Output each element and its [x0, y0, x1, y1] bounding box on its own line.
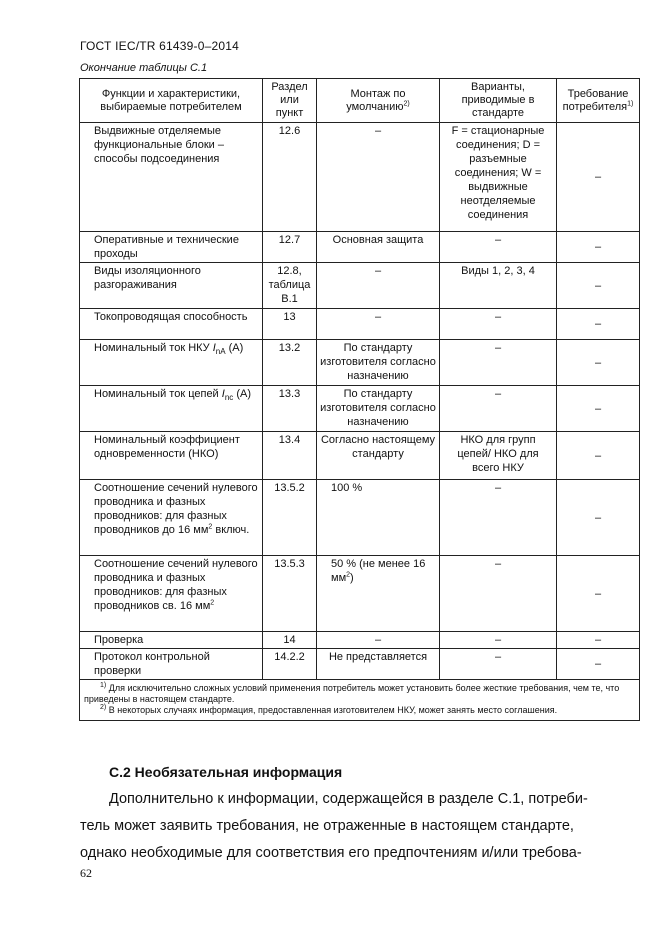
cell-variants: –	[440, 556, 557, 632]
cell-function: Проверка	[80, 632, 263, 649]
table-row	[80, 480, 640, 556]
cell-function: Номинальный ток НКУ $I_{nA}$ (А)	[80, 340, 263, 386]
body-paragraph	[80, 786, 628, 867]
cell-requirement: –	[557, 649, 640, 680]
cell-function: Номинальный ток цепей $I_{nc}$ (А)	[80, 386, 263, 432]
table-row	[80, 232, 640, 263]
column-header-variants: Варианты, приводимые в стандарте	[440, 79, 557, 123]
cell-requirement: –	[557, 263, 640, 309]
cell-function: Номинальный коэффициент одновременности (НКО)	[80, 432, 263, 480]
section-heading: С.2 Необязательная информация	[109, 764, 343, 780]
cell-variants: –	[440, 232, 557, 263]
table-notes	[80, 680, 640, 721]
table-row	[80, 556, 640, 632]
table-row	[80, 340, 640, 386]
cell-clause: 13	[263, 309, 317, 340]
cell-default: По стандарту изготовителя согласно назначению	[317, 340, 440, 386]
page-number: 62	[80, 866, 92, 880]
table-row	[80, 649, 640, 680]
table-notes-row	[80, 680, 640, 721]
cell-function: Соотношение сечений нулевого проводника и фазных проводников: для фазных проводников до 16 $мм^2$ включ.	[80, 480, 263, 556]
cell-requirement: –	[557, 480, 640, 556]
cell-default: Согласно настоящему стандарту	[317, 432, 440, 480]
cell-function: Токопроводящая способность	[80, 309, 263, 340]
cell-variants: F = стационарные соединения; D = разъемные соединения; W = выдвижные неотделяемые соединения	[440, 123, 557, 232]
column-header-default: Монтаж по умолчанию$^{2)}$	[317, 79, 440, 123]
cell-variants: Виды 1, 2, 3, 4	[440, 263, 557, 309]
table-note: $^{2)}$ В некоторых случаях информация, предоставленная изготовителем НКУ, может занять место соглашения.	[100, 704, 558, 715]
cell-variants: –	[440, 340, 557, 386]
paragraph-line: Дополнительно к информации, содержащейся в разделе С.1, потреби-	[109, 791, 588, 807]
table-row	[80, 632, 640, 649]
paragraph-line: однако необходимые для соответствия его предпочтениям и/или требова-	[80, 845, 582, 861]
cell-requirement: –	[557, 232, 640, 263]
cell-default: –	[317, 123, 440, 232]
cell-variants: НКО для групп цепей/ НКО для всего НКУ	[440, 432, 557, 480]
cell-clause: 13.3	[263, 386, 317, 432]
cell-variants: –	[440, 386, 557, 432]
cell-default: Не представляется	[317, 649, 440, 680]
cell-variants: –	[440, 480, 557, 556]
column-header-clause: Раздел или пункт	[263, 79, 317, 123]
cell-clause: 12.7	[263, 232, 317, 263]
cell-requirement: –	[557, 432, 640, 480]
requirements-table	[79, 78, 640, 721]
cell-function: Выдвижные отделяемые функциональные блоки – способы подсоединения	[80, 123, 263, 232]
cell-requirement: –	[557, 632, 640, 649]
cell-requirement: –	[557, 309, 640, 340]
cell-function: Оперативные и технические проходы	[80, 232, 263, 263]
cell-clause: 14	[263, 632, 317, 649]
cell-requirement: –	[557, 556, 640, 632]
cell-clause: 13.2	[263, 340, 317, 386]
cell-default: По стандарту изготовителя согласно назначению	[317, 386, 440, 432]
table-note: $^{1)}$ Для исключительно сложных условий применения потребитель может установить более жесткие требования, чем те, что приведены в настоящем стандарте.	[84, 682, 620, 704]
paragraph-line: тель может заявить требования, не отраженные в настоящем стандарте,	[80, 818, 574, 834]
cell-variants: –	[440, 649, 557, 680]
table-row	[80, 309, 640, 340]
column-header-user-requirement: Требование потребителя$^{1)}$	[557, 79, 640, 123]
cell-requirement: –	[557, 340, 640, 386]
cell-default: 100 %	[317, 480, 440, 556]
table-caption: Окончание таблицы С.1	[80, 62, 208, 74]
cell-clause: 13.5.3	[263, 556, 317, 632]
table-row	[80, 432, 640, 480]
cell-variants: –	[440, 309, 557, 340]
cell-clause: 12.6	[263, 123, 317, 232]
table-row	[80, 263, 640, 309]
cell-default: –	[317, 632, 440, 649]
column-header-functions: Функции и характеристики, выбираемые потребителем	[80, 79, 263, 123]
cell-function: Протокол контрольной проверки	[80, 649, 263, 680]
table-row	[80, 386, 640, 432]
cell-requirement: –	[557, 386, 640, 432]
cell-default: Основная защита	[317, 232, 440, 263]
cell-clause: 12.8, таблица В.1	[263, 263, 317, 309]
document-id: ГОСТ IEC/TR 61439-0–2014	[80, 39, 239, 53]
cell-variants: –	[440, 632, 557, 649]
cell-default: 50 % (не менее 16 $мм^2$)	[317, 556, 440, 632]
cell-requirement: –	[557, 123, 640, 232]
cell-clause: 14.2.2	[263, 649, 317, 680]
cell-default: –	[317, 263, 440, 309]
table-row	[80, 123, 640, 232]
cell-function: Виды изоляционного разгораживания	[80, 263, 263, 309]
cell-default: –	[317, 309, 440, 340]
cell-clause: 13.5.2	[263, 480, 317, 556]
cell-clause: 13.4	[263, 432, 317, 480]
cell-function: Соотношение сечений нулевого проводника и фазных проводников: для фазных проводников св. 16 $мм^2$	[80, 556, 263, 632]
table-header-row	[80, 79, 640, 123]
